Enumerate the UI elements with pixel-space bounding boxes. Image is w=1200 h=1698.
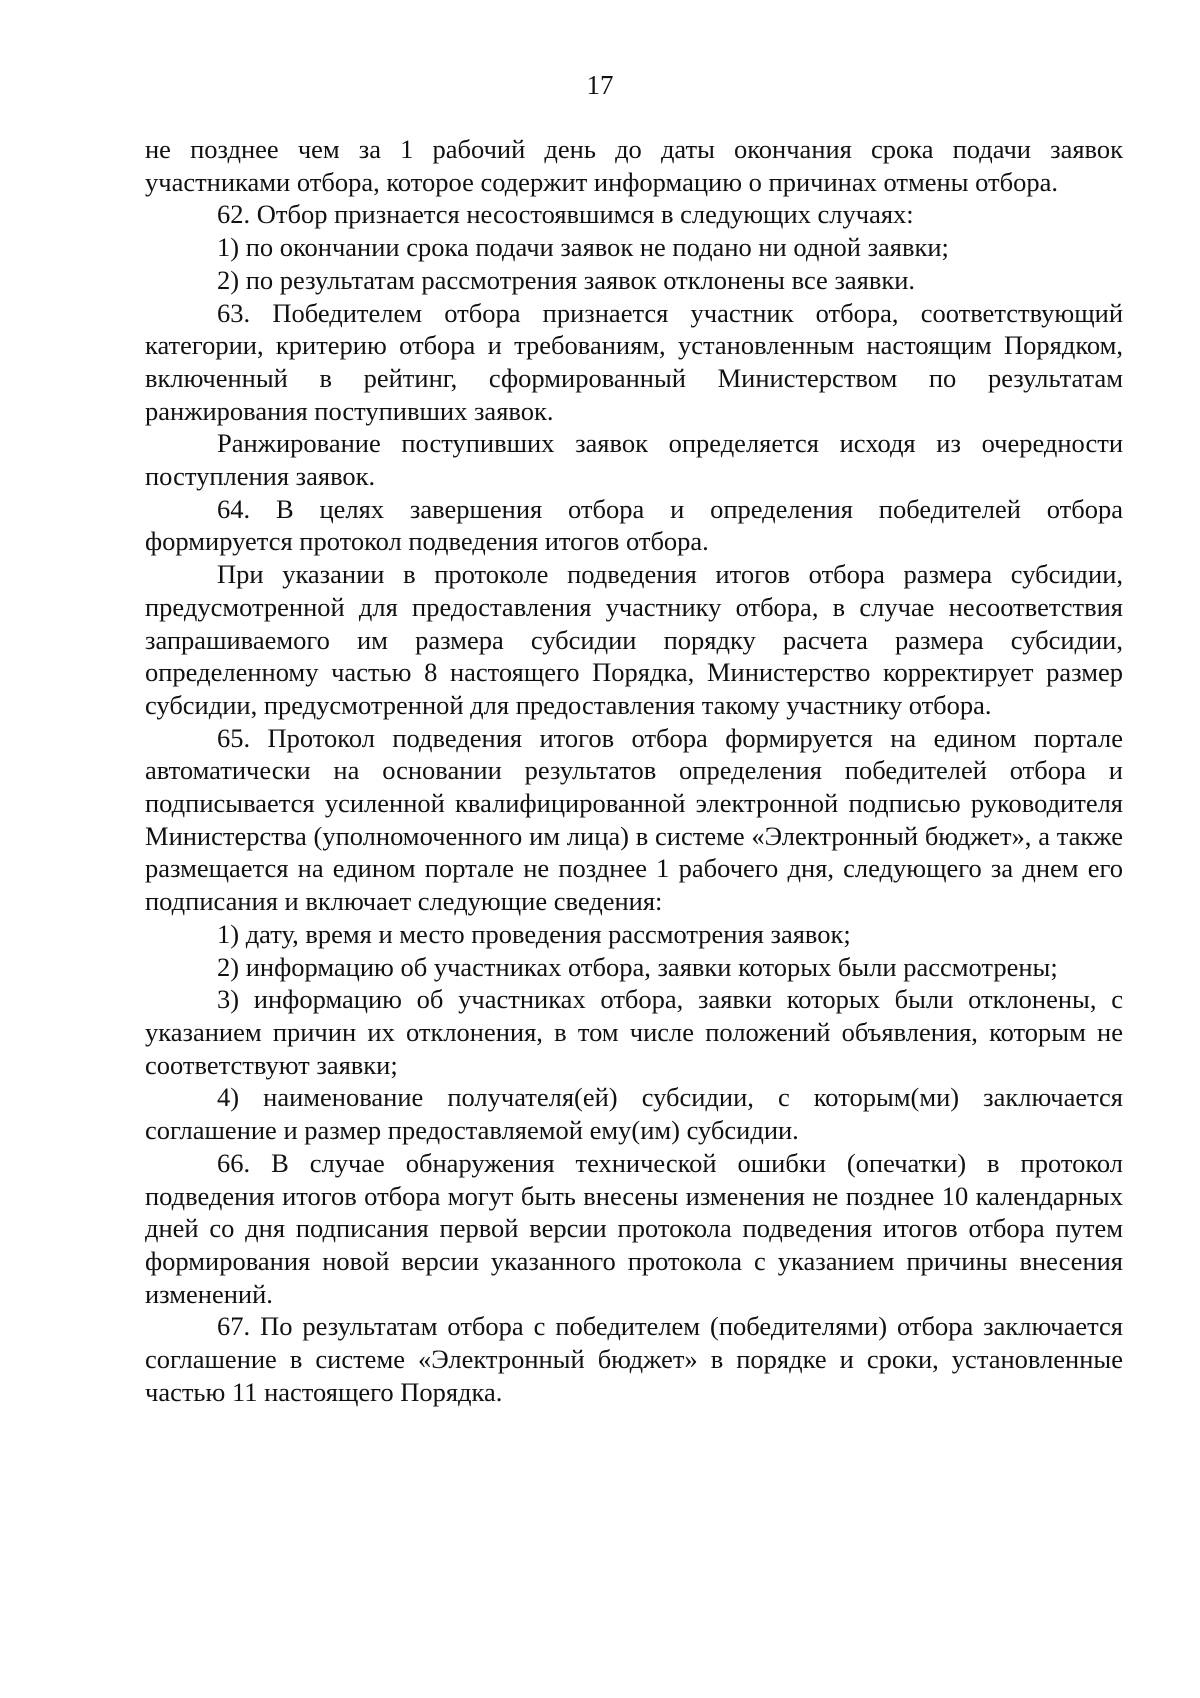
paragraph-item-64-subsidy: При указании в протоколе подведения итогов отбора размера субсидии, предусмотренной для предоставления участнику отбора, в случае несоответствия запрашиваемого им размера субсидии порядку расчета размера субсидии, определенному частью 8 настоящего Порядка, Министерство корректирует размер субсидии, предусмотренной для предоставления такому участнику отбора. — [145, 559, 1123, 720]
paragraph-subitem-65-1: 1) дату, время и место проведения рассмотрения заявок; — [217, 918, 851, 949]
paragraph-subitem-65-3: 3) информацию об участниках отбора, заявки которых были отклонены, с указанием причин их отклонения, в том числе положений объявления, которым не соответствуют заявки; — [145, 984, 1123, 1080]
paragraph-item-63: 63. Победителем отбора признается участник отбора, соответствующий категории, критерию отбора и требованиям, установленным настоящим Порядком, включенный в рейтинг, сформированный Министерством по результатам ранжирования поступивших заявок. — [145, 297, 1123, 426]
page-number: 17 — [586, 70, 614, 100]
paragraph-subitem-62-2: 2) по результатам рассмотрения заявок отклонены все заявки. — [217, 264, 916, 295]
paragraph-subitem-65-4: 4) наименование получателя(ей) субсидии, с которым(ми) заключается соглашение и размер предоставляемой ему(им) субсидии. — [145, 1082, 1123, 1146]
paragraph-continuation: не позднее чем за 1 рабочий день до даты окончания срока подачи заявок участниками отбора, которое содержит информацию о причинах отмены отбора. — [145, 134, 1123, 197]
paragraph-item-63-ranking: Ранжирование поступивших заявок определяется исходя из очередности поступления заявок. — [145, 428, 1123, 492]
paragraph-item-65: 65. Протокол подведения итогов отбора формируется на едином портале автоматически на основании результатов определения победителей отбора и подписывается усиленной квалифицированной электронной подписью руководителя Министерства (уполномоченного им лица) в системе «Электронный бюджет», а также размещается на едином портале не позднее 1 рабочего дня, следующего за днем его подписания и включает следующие сведения: — [145, 722, 1123, 917]
document-body — [145, 133, 1123, 1408]
paragraph-item-64: 64. В целях завершения отбора и определения победителей отбора формируется протокол подведения итогов отбора. — [145, 493, 1123, 557]
paragraph-subitem-62-1: 1) по окончании срока подачи заявок не подано ни одной заявки; — [217, 232, 949, 263]
paragraph-subitem-65-2: 2) информацию об участниках отбора, заявки которых были рассмотрены; — [217, 951, 1058, 982]
paragraph-item-67: 67. По результатам отбора с победителем (победителями) отбора заключается соглашение в системе «Электронный бюджет» в порядке и сроки, установленные частью 11 настоящего Порядка. — [145, 1311, 1123, 1407]
paragraph-item-66: 66. В случае обнаружения технической ошибки (опечатки) в протокол подведения итогов отбора могут быть внесены изменения не позднее 10 календарных дней со дня подписания первой версии протокола подведения итогов отбора путем формирования новой версии указанного протокола с указанием причины внесения изменений. — [145, 1147, 1123, 1309]
paragraph-item-62: 62. Отбор признается несостоявшимся в следующих случаях: — [217, 199, 914, 230]
